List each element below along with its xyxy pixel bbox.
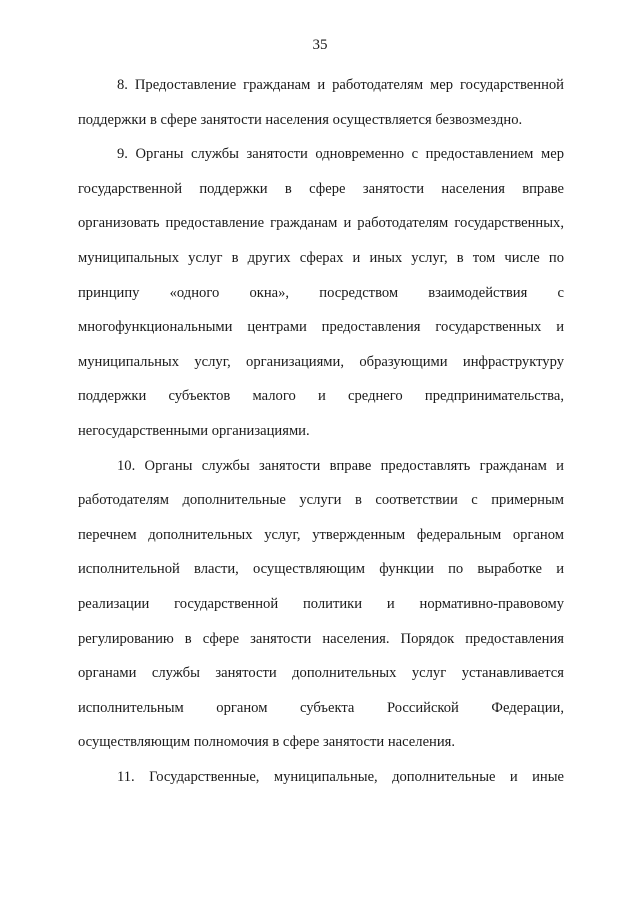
paragraph-10: 10. Органы службы занятости вправе предоставлять гражданам и работодателям дополнительные услуги в соответствии с примерным перечнем дополнительных услуг, утвержденным федеральным органом исполнительной власти, осуществляющим функции по выработке и реализации государственной политики и нормативно-правовому регулированию в сфере занятости населения. Порядок предоставления органами службы занятости дополнительных услуг устанавливается исполнительным органом субъекта Российской Федерации, осуществляющим полномочия в сфере занятости населения.: [78, 457, 564, 751]
paragraph-9: 9. Органы службы занятости одновременно с предоставлением мер государственной поддержки в сфере занятости населения вправе организовать предоставление гражданам и работодателям государственных, муниципальных услуг в других сферах и иных услуг, в том числе по принципу «одного окна», посредством взаимодействия с многофункциональными центрами предоставления государственных и муниципальных услуг, организациями, образующими инфраструктуру поддержки субъектов малого и среднего предпринимательства, негосударственными организациями.: [78, 146, 564, 439]
paragraph-8: 8. Предоставление гражданам и работодателям мер государственной поддержки в сфере занятости населения осуществляется безвозмездно.: [78, 77, 564, 128]
page-number: 35: [312, 37, 328, 53]
document-body: [78, 68, 564, 794]
paragraph-11: 11. Государственные, муниципальные, дополнительные и иные: [117, 768, 564, 785]
